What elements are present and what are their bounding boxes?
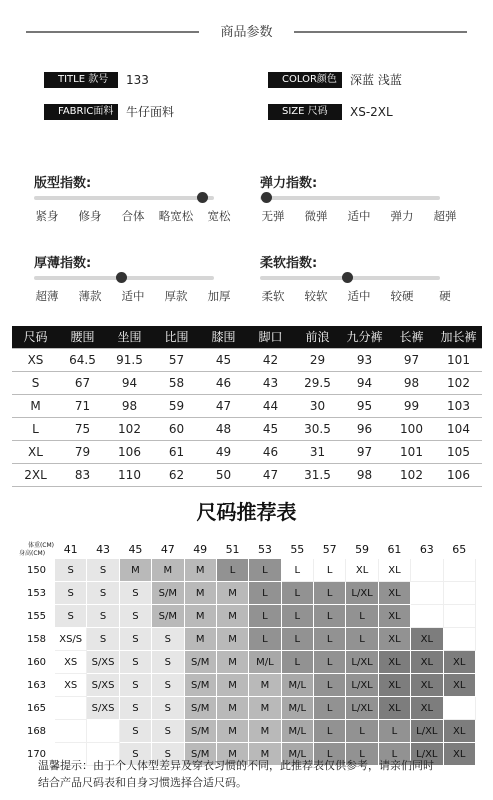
size-value: XS-2XL: [350, 105, 393, 119]
recommend-row: [19, 720, 476, 743]
recommend-cell: L: [314, 651, 346, 674]
weight-header: 43: [87, 541, 119, 559]
size-table-cell: M: [12, 394, 59, 417]
size-table-row: [12, 371, 482, 394]
recommend-cell: XL: [378, 582, 410, 605]
recommend-row: [19, 559, 476, 582]
weight-header: 45: [119, 541, 151, 559]
title-value: 133: [126, 73, 149, 87]
size-table-cell: 48: [200, 417, 247, 440]
fit-index-label: 宽松: [207, 209, 231, 223]
recommend-cell: M: [184, 582, 216, 605]
fit-index-label: 修身: [78, 209, 102, 223]
recommend-cell: M: [184, 559, 216, 582]
size-table-cell: 104: [435, 417, 482, 440]
recommend-cell: S: [152, 674, 184, 697]
recommend-cell: [55, 697, 87, 720]
recommend-cell: [55, 720, 87, 743]
recommend-cell: S: [87, 582, 119, 605]
size-table-cell: 47: [247, 463, 294, 486]
recommend-cell: L: [346, 605, 378, 628]
recommend-cell: L: [314, 674, 346, 697]
recommend-cell: S/XS: [87, 697, 119, 720]
fabric-tag: FABRIC面料: [44, 104, 118, 120]
size-table-cell: 49: [200, 440, 247, 463]
corner-height-label: 身高(CM): [19, 549, 46, 557]
thickness-index-title: 厚薄指数:: [34, 256, 92, 271]
height-header: 163: [19, 674, 55, 697]
corner-weight-label: 体重(CM): [27, 541, 54, 549]
recommend-cell: S/XS: [87, 674, 119, 697]
size-table-cell: 61: [153, 440, 200, 463]
recommend-cell: M: [184, 605, 216, 628]
size-table-header-cell: 坐围: [106, 326, 153, 348]
size-table-cell: 50: [200, 463, 247, 486]
recommend-cell: L: [314, 559, 346, 582]
size-table-header: [12, 326, 482, 348]
weight-header: 57: [314, 541, 346, 559]
recommend-cell: S: [152, 743, 184, 766]
size-table-cell: 79: [59, 440, 106, 463]
recommend-cell: XS: [55, 674, 87, 697]
recommend-cell: S: [55, 582, 87, 605]
size-table-cell: 106: [435, 463, 482, 486]
size-table-cell: 102: [106, 417, 153, 440]
recommend-header-row: [19, 541, 476, 559]
recommend-cell: L: [314, 720, 346, 743]
thickness-index-label: 加厚: [207, 289, 231, 303]
recommend-cell: S: [87, 605, 119, 628]
stretch-index-label: 弹力: [390, 209, 414, 223]
recommend-cell: XL: [346, 559, 378, 582]
recommend-cell: L: [249, 559, 281, 582]
size-table-cell: 59: [153, 394, 200, 417]
size-table-cell: 98: [341, 463, 388, 486]
size-table-cell: 105: [435, 440, 482, 463]
weight-header: 51: [216, 541, 248, 559]
stretch-index-title: 弹力指数:: [260, 176, 318, 191]
recommend-cell: XS/S: [55, 628, 87, 651]
recommend-cell: L: [249, 628, 281, 651]
recommend-cell: S: [152, 720, 184, 743]
thickness-index: [34, 252, 234, 303]
size-table-header-cell: 脚口: [247, 326, 294, 348]
weight-header: 65: [443, 541, 476, 559]
recommend-cell: S: [152, 651, 184, 674]
recommend-cell: S: [87, 559, 119, 582]
recommend-cell: M: [216, 697, 248, 720]
softness-index-track: [260, 276, 440, 280]
recommend-cell: S: [87, 628, 119, 651]
height-header: 165: [19, 697, 55, 720]
recommend-cell: M: [249, 720, 281, 743]
recommend-cell: L/XL: [346, 697, 378, 720]
size-table: [12, 326, 482, 487]
recommend-cell: L: [314, 743, 346, 766]
recommend-cell: M: [216, 651, 248, 674]
size-table-cell: 31.5: [294, 463, 341, 486]
size-table-cell: 67: [59, 371, 106, 394]
size-table-row: [12, 348, 482, 371]
recommend-cell: XL: [378, 628, 410, 651]
size-table-header-cell: 九分裤: [341, 326, 388, 348]
recommend-cell: L: [281, 651, 313, 674]
size-table-cell: 106: [106, 440, 153, 463]
size-table-cell: 91.5: [106, 348, 153, 371]
recommend-cell: S: [119, 720, 151, 743]
size-table-cell: 97: [341, 440, 388, 463]
height-header: 170: [19, 743, 55, 766]
softness-index-label: 较软: [304, 289, 328, 303]
height-header: 155: [19, 605, 55, 628]
height-header: 168: [19, 720, 55, 743]
size-table-cell: 99: [388, 394, 435, 417]
section-header: [26, 20, 467, 42]
recommend-cell: L: [314, 628, 346, 651]
recommend-cell: [87, 720, 119, 743]
title-tag: TITLE 款号: [44, 72, 118, 88]
recommend-cell: L: [378, 720, 410, 743]
recommend-row: [19, 697, 476, 720]
recommend-cell: XL: [378, 651, 410, 674]
recommend-cell: XL: [378, 697, 410, 720]
recommend-cell: M: [216, 720, 248, 743]
tip-line-1: 温馨提示：由于个人体型差异及穿衣习惯的不同，此推荐表仅供参考，请亲们同时: [38, 759, 434, 772]
recommend-cell: XL: [411, 651, 443, 674]
recommend-cell: XL: [411, 697, 443, 720]
recommend-title: 尺码推荐表: [196, 500, 297, 524]
softness-index-knob: [342, 272, 353, 283]
thickness-index-label: 厚款: [164, 289, 188, 303]
size-table-cell: 57: [153, 348, 200, 371]
size-table-cell: 42: [247, 348, 294, 371]
recommend-cell: S/XS: [87, 651, 119, 674]
weight-header: 49: [184, 541, 216, 559]
height-header: 160: [19, 651, 55, 674]
height-header: 158: [19, 628, 55, 651]
size-table-cell: 29: [294, 348, 341, 371]
recommend-cell: M: [216, 743, 248, 766]
recommend-cell: S: [119, 628, 151, 651]
recommend-cell: [443, 697, 476, 720]
recommend-cell: XL: [411, 628, 443, 651]
size-tag: SIZE 尺码: [268, 104, 342, 120]
weight-header: 47: [152, 541, 184, 559]
size-table-cell: 45: [200, 348, 247, 371]
recommend-cell: L: [249, 605, 281, 628]
size-table-cell: 29.5: [294, 371, 341, 394]
thickness-index-label: 适中: [121, 289, 145, 303]
recommend-cell: [443, 605, 476, 628]
size-table-cell: 30.5: [294, 417, 341, 440]
size-table-cell: 31: [294, 440, 341, 463]
size-table-cell: 62: [153, 463, 200, 486]
recommend-cell: L: [281, 628, 313, 651]
recommend-cell: L: [346, 720, 378, 743]
size-table-cell: 75: [59, 417, 106, 440]
recommend-cell: XL: [411, 674, 443, 697]
recommend-cell: M/L: [281, 720, 313, 743]
size-table-cell: 94: [106, 371, 153, 394]
size-table-cell: 98: [388, 371, 435, 394]
size-table-cell: 58: [153, 371, 200, 394]
size-table-cell: 71: [59, 394, 106, 417]
recommend-cell: L: [249, 582, 281, 605]
size-table-cell: 44: [247, 394, 294, 417]
recommend-cell: L: [281, 605, 313, 628]
size-table-cell: 102: [435, 371, 482, 394]
tip-line-2: 结合产品尺码表和自身习惯选择合适尺码。: [38, 776, 247, 789]
size-table-cell: 100: [388, 417, 435, 440]
recommend-row: [19, 651, 476, 674]
recommend-cell: S: [152, 628, 184, 651]
thickness-index-label: 超薄: [35, 289, 59, 303]
recommend-cell: S/M: [184, 720, 216, 743]
size-table-cell: L: [12, 417, 59, 440]
recommend-cell: S: [119, 605, 151, 628]
recommend-cell: L: [314, 605, 346, 628]
height-header: 153: [19, 582, 55, 605]
recommend-cell: XL: [378, 559, 410, 582]
size-table-row: [12, 417, 482, 440]
recommend-cell: S: [152, 697, 184, 720]
size-table-row: [12, 440, 482, 463]
recommend-cell: XL: [378, 605, 410, 628]
size-table-cell: 93: [341, 348, 388, 371]
recommend-cell: S: [55, 559, 87, 582]
recommend-cell: M: [184, 628, 216, 651]
recommend-cell: S: [119, 582, 151, 605]
recommend-cell: M/L: [249, 651, 281, 674]
size-table-row: [12, 463, 482, 486]
recommend-cell: S/M: [184, 697, 216, 720]
recommend-cell: [411, 582, 443, 605]
recommend-grid: [18, 540, 476, 766]
recommend-cell: S: [119, 674, 151, 697]
recommend-cell: [443, 582, 476, 605]
recommend-cell: M: [216, 628, 248, 651]
weight-header: 55: [281, 541, 313, 559]
recommend-cell: L/XL: [346, 651, 378, 674]
recommend-cell: XL: [443, 720, 476, 743]
size-table-header-cell: 前浪: [294, 326, 341, 348]
recommend-cell: S: [55, 605, 87, 628]
recommend-row: [19, 674, 476, 697]
size-table-cell: 94: [341, 371, 388, 394]
size-table-cell: 95: [341, 394, 388, 417]
size-table-cell: 30: [294, 394, 341, 417]
recommend-cell: M: [249, 697, 281, 720]
stretch-index: [260, 172, 460, 223]
recommend-cell: L: [314, 582, 346, 605]
size-table-cell: 47: [200, 394, 247, 417]
recommend-cell: L/XL: [346, 582, 378, 605]
softness-index-label: 柔软: [261, 289, 285, 303]
fit-index-knob: [197, 192, 208, 203]
size-table-cell: 60: [153, 417, 200, 440]
thickness-index-knob: [116, 272, 127, 283]
recommend-cell: M: [152, 559, 184, 582]
fit-index-track: [34, 196, 214, 200]
recommend-cell: [411, 605, 443, 628]
size-table-header-cell: 比围: [153, 326, 200, 348]
recommend-cell: M: [216, 674, 248, 697]
weight-header: 61: [378, 541, 410, 559]
size-table-cell: 2XL: [12, 463, 59, 486]
size-table-cell: 98: [106, 394, 153, 417]
size-table-header-cell: 加长裤: [435, 326, 482, 348]
weight-header: 59: [346, 541, 378, 559]
recommend-cell: S: [119, 697, 151, 720]
recommend-cell: S/M: [184, 651, 216, 674]
recommend-cell: M: [249, 674, 281, 697]
recommend-cell: S: [119, 743, 151, 766]
size-table-cell: 110: [106, 463, 153, 486]
recommend-cell: L: [346, 743, 378, 766]
fit-index-label: 合体: [121, 209, 145, 223]
size-table-header-cell: 尺码: [12, 326, 59, 348]
weight-header: 53: [249, 541, 281, 559]
fit-index: [34, 172, 234, 223]
fit-index-label: 紧身: [35, 209, 59, 223]
size-table-cell: XL: [12, 440, 59, 463]
softness-index-label: 硬: [439, 289, 451, 303]
softness-index-label: 较硬: [390, 289, 414, 303]
tip-text: [38, 757, 468, 791]
size-table-cell: 96: [341, 417, 388, 440]
size-table-cell: 101: [388, 440, 435, 463]
size-table-cell: S: [12, 371, 59, 394]
recommend-cell: [443, 628, 476, 651]
recommend-cell: S/M: [152, 605, 184, 628]
stretch-index-label: 无弹: [261, 209, 285, 223]
color-value: 深蓝 浅蓝: [350, 73, 402, 87]
height-header: 150: [19, 559, 55, 582]
recommend-cell: [411, 559, 443, 582]
recommend-cell: L/XL: [411, 720, 443, 743]
fit-index-title: 版型指数:: [34, 176, 92, 191]
size-table-cell: XS: [12, 348, 59, 371]
recommend-cell: L: [346, 628, 378, 651]
recommend-cell: XS: [55, 651, 87, 674]
thickness-index-label: 薄款: [78, 289, 102, 303]
recommend-cell: XL: [443, 674, 476, 697]
recommend-cell: L: [378, 743, 410, 766]
recommend-cell: L: [314, 697, 346, 720]
recommend-cell: S: [119, 651, 151, 674]
recommend-row: [19, 605, 476, 628]
recommend-cell: S/M: [184, 674, 216, 697]
size-table-header-cell: 长裤: [388, 326, 435, 348]
fabric-value: 牛仔面料: [126, 105, 175, 119]
recommend-cell: L: [216, 559, 248, 582]
stretch-index-label: 适中: [347, 209, 371, 223]
recommend-cell: M/L: [281, 743, 313, 766]
size-table-cell: 102: [388, 463, 435, 486]
recommend-cell: XL: [443, 743, 476, 766]
recommend-cell: M: [249, 743, 281, 766]
size-table-cell: 46: [247, 440, 294, 463]
recommend-cell: L: [281, 559, 313, 582]
size-table-cell: 103: [435, 394, 482, 417]
recommend-cell: M/L: [281, 697, 313, 720]
recommend-cell: L/XL: [346, 674, 378, 697]
stretch-index-track: [260, 196, 440, 200]
recommend-row: [19, 628, 476, 651]
size-table-header-cell: 膝围: [200, 326, 247, 348]
recommend-cell: M/L: [281, 674, 313, 697]
recommend-corner: [19, 541, 55, 559]
size-table-cell: 45: [247, 417, 294, 440]
recommend-cell: L/XL: [411, 743, 443, 766]
size-table-row: [12, 394, 482, 417]
size-table-cell: 43: [247, 371, 294, 394]
recommend-cell: XL: [443, 651, 476, 674]
weight-header: 41: [55, 541, 87, 559]
fit-index-label: 略宽松: [158, 209, 194, 223]
softness-index-title: 柔软指数:: [260, 256, 318, 271]
recommend-cell: S/M: [184, 743, 216, 766]
softness-index-label: 适中: [347, 289, 371, 303]
recommend-cell: [443, 559, 476, 582]
stretch-index-label: 微弹: [304, 209, 328, 223]
thickness-index-track: [34, 276, 214, 280]
size-table-cell: 64.5: [59, 348, 106, 371]
recommend-cell: M: [119, 559, 151, 582]
recommend-cell: M: [216, 582, 248, 605]
recommend-row: [19, 582, 476, 605]
softness-index: [260, 252, 460, 303]
section-title: 商品参数: [220, 25, 273, 40]
recommend-cell: S/M: [152, 582, 184, 605]
size-table-cell: 83: [59, 463, 106, 486]
recommend-cell: XL: [378, 674, 410, 697]
header-rule-right: [294, 31, 467, 33]
size-table-cell: 101: [435, 348, 482, 371]
stretch-index-label: 超弹: [433, 209, 457, 223]
size-table-header-cell: 腰围: [59, 326, 106, 348]
color-tag: COLOR颜色: [268, 72, 342, 88]
size-table-cell: 97: [388, 348, 435, 371]
size-table-cell: 46: [200, 371, 247, 394]
recommend-cell: M: [216, 605, 248, 628]
recommend-cell: L: [281, 582, 313, 605]
weight-header: 63: [411, 541, 443, 559]
stretch-index-knob: [261, 192, 272, 203]
